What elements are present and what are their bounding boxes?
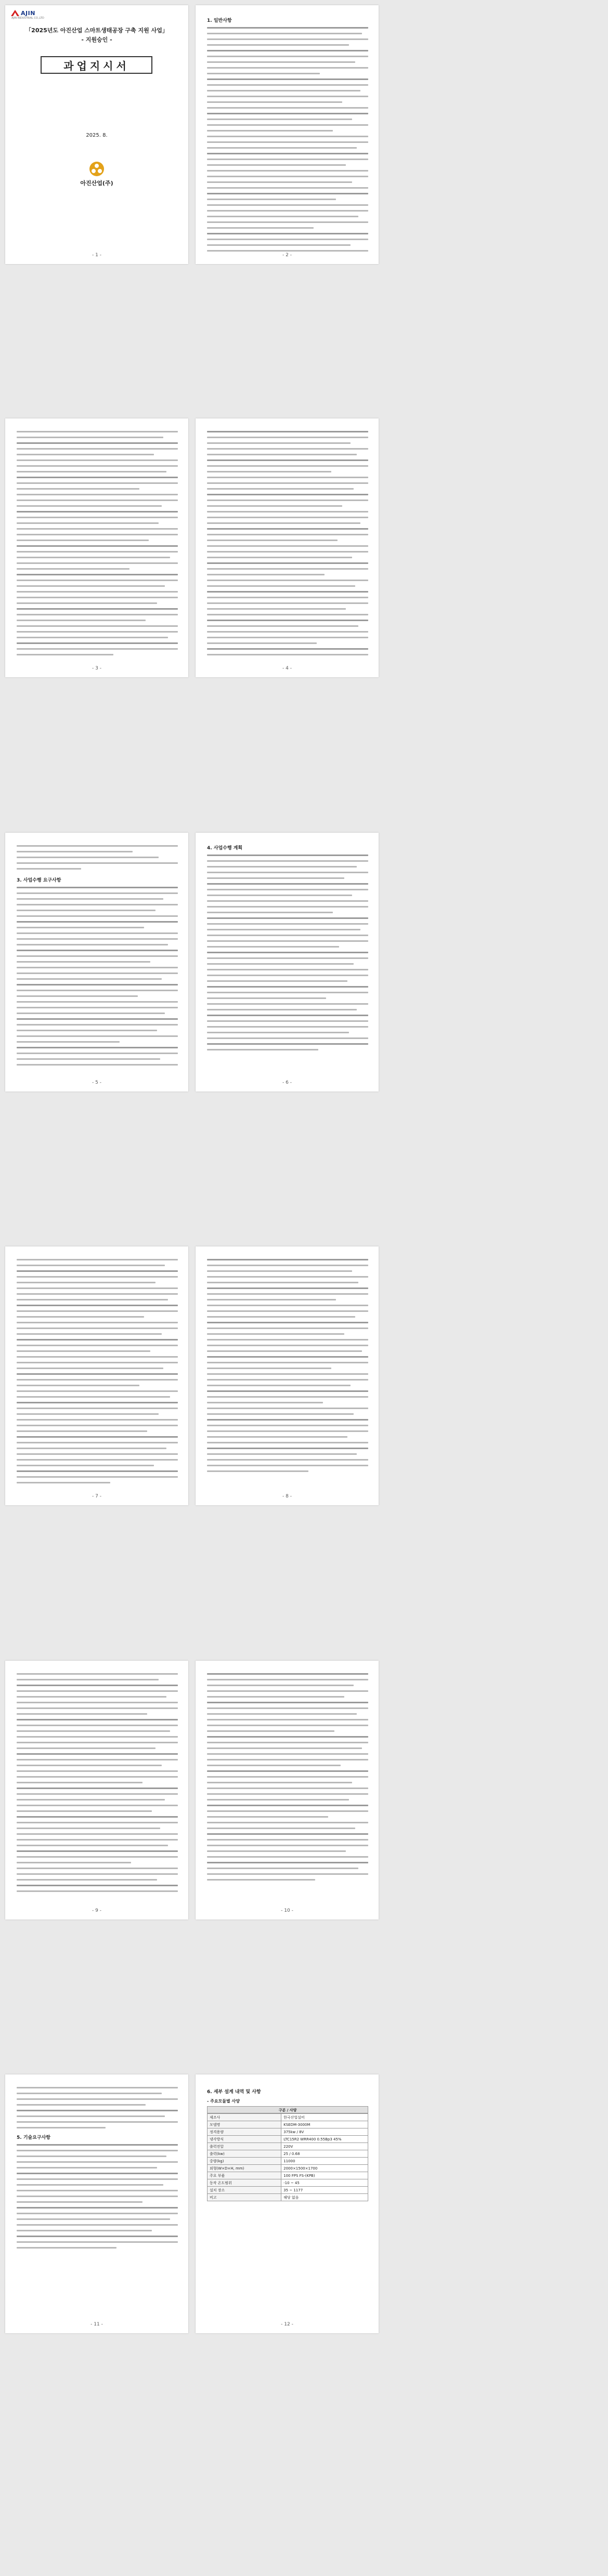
spec-label: 중량(kg) [208, 2158, 281, 2165]
body-text-2 [17, 874, 178, 1070]
page-number: - 6 - [282, 1080, 292, 1085]
section-heading: 6. 세부 설계 내역 및 사항 [207, 2089, 261, 2095]
company-logo [10, 9, 35, 17]
section-heading: 3. 사업수행 요구사항 [17, 878, 61, 883]
page-7 [5, 1246, 188, 1505]
body-text [17, 1673, 178, 1896]
page-number: - 8 - [282, 1494, 292, 1499]
spec-value: KSEDM-3000M [281, 2121, 368, 2128]
table-row [208, 2114, 368, 2121]
spec-label: 비고 [208, 2194, 281, 2201]
table-row [208, 2158, 368, 2165]
page-4 [196, 418, 379, 677]
body-text [207, 1259, 368, 1476]
spec-value: LTC15R2 WRR400 0.55Bp3 45% [281, 2136, 368, 2143]
spec-value: 해당 없음 [281, 2194, 368, 2201]
page-number: - 12 - [281, 2322, 293, 2327]
page-2 [196, 5, 379, 264]
spec-value: 한국산업설비 [281, 2114, 368, 2121]
section-heading: 4. 사업수행 계획 [207, 846, 243, 851]
page-1 [5, 5, 188, 264]
section-heading: 1. 일반사항 [207, 18, 232, 23]
body-text [17, 2087, 178, 2133]
table-row [208, 2165, 368, 2172]
company-name: 아진산업(주) [80, 180, 113, 187]
page-number: - 7 - [92, 1494, 101, 1499]
spec-value: 100 FPS FS-(KPB) [281, 2172, 368, 2179]
table-row [208, 2136, 368, 2143]
spec-value: 375kw / 8V [281, 2128, 368, 2136]
page-12 [196, 2074, 379, 2333]
table-row [208, 2194, 368, 2201]
logo-subtext: AJIN INDUSTRIAL CO.,LTD [11, 17, 44, 20]
page-number: - 5 - [92, 1080, 101, 1085]
spec-label: 동작 온도범위 [208, 2179, 281, 2187]
spec-label: 제조사 [208, 2114, 281, 2121]
spec-value: -10 ~ 45 [281, 2179, 368, 2187]
body-text [207, 1673, 368, 1885]
table-row [208, 2121, 368, 2128]
table-row [208, 2128, 368, 2136]
table-title: - 주요모듈별 사양 [207, 2099, 240, 2104]
page-number: - 9 - [92, 1908, 101, 1913]
triangle-emblem-icon [89, 161, 105, 177]
spec-value: 11000 [281, 2158, 368, 2165]
page-9 [5, 1661, 188, 1920]
page-number: - 4 - [282, 666, 292, 671]
spec-table [207, 2113, 368, 2201]
page-8 [196, 1246, 379, 1505]
spec-label: 정격용량 [208, 2128, 281, 2136]
body-text [207, 15, 368, 256]
spec-label: 냉각방식 [208, 2136, 281, 2143]
body-text-2 [17, 2132, 178, 2253]
table-row [208, 2187, 368, 2194]
spec-label: 주요 부품 [208, 2172, 281, 2179]
page-number: - 1 - [92, 253, 101, 258]
table-header: 구분 / 사양 [207, 2106, 368, 2113]
cover-subtitle-2: - 지원승인 - [81, 36, 112, 43]
page-6 [196, 833, 379, 1092]
spec-label: 출력전압 [208, 2143, 281, 2150]
body-text [207, 842, 368, 1055]
spec-label: 출력(kw) [208, 2150, 281, 2158]
logo-text: AJIN [21, 9, 35, 17]
section-heading: 5. 기술요구사항 [17, 2135, 50, 2140]
document-title: 과업지시서 [41, 56, 152, 74]
table-row [208, 2150, 368, 2158]
page-3 [5, 418, 188, 677]
page-10 [196, 1661, 379, 1920]
spec-value: 220V [281, 2143, 368, 2150]
spec-label: 모델명 [208, 2121, 281, 2128]
spec-label: 설치 장소 [208, 2187, 281, 2194]
ajin-logo-icon [10, 9, 20, 17]
body-text [207, 431, 368, 660]
body-text [17, 845, 178, 874]
page-number: - 11 - [90, 2322, 103, 2327]
spec-value: 35 ~ 1177 [281, 2187, 368, 2194]
spec-section [207, 2086, 368, 2201]
body-text [17, 431, 178, 660]
table-row [208, 2179, 368, 2187]
spec-label: 외형(W×D×H, mm) [208, 2165, 281, 2172]
document-date: 2025. 8. [86, 133, 108, 138]
page-number: - 2 - [282, 253, 292, 258]
body-text [17, 1259, 178, 1488]
table-row [208, 2172, 368, 2179]
page-number: - 10 - [281, 1908, 293, 1913]
cover-subtitle: 「2025년도 아진산업 스마트생태공장 구축 지원 사업」 [25, 27, 168, 34]
table-row [208, 2143, 368, 2150]
spec-value: 2000×1500×1700 [281, 2165, 368, 2172]
page-11 [5, 2074, 188, 2333]
page-5 [5, 833, 188, 1092]
spec-value: 25 / 0.68 [281, 2150, 368, 2158]
page-number: - 3 - [92, 666, 101, 671]
